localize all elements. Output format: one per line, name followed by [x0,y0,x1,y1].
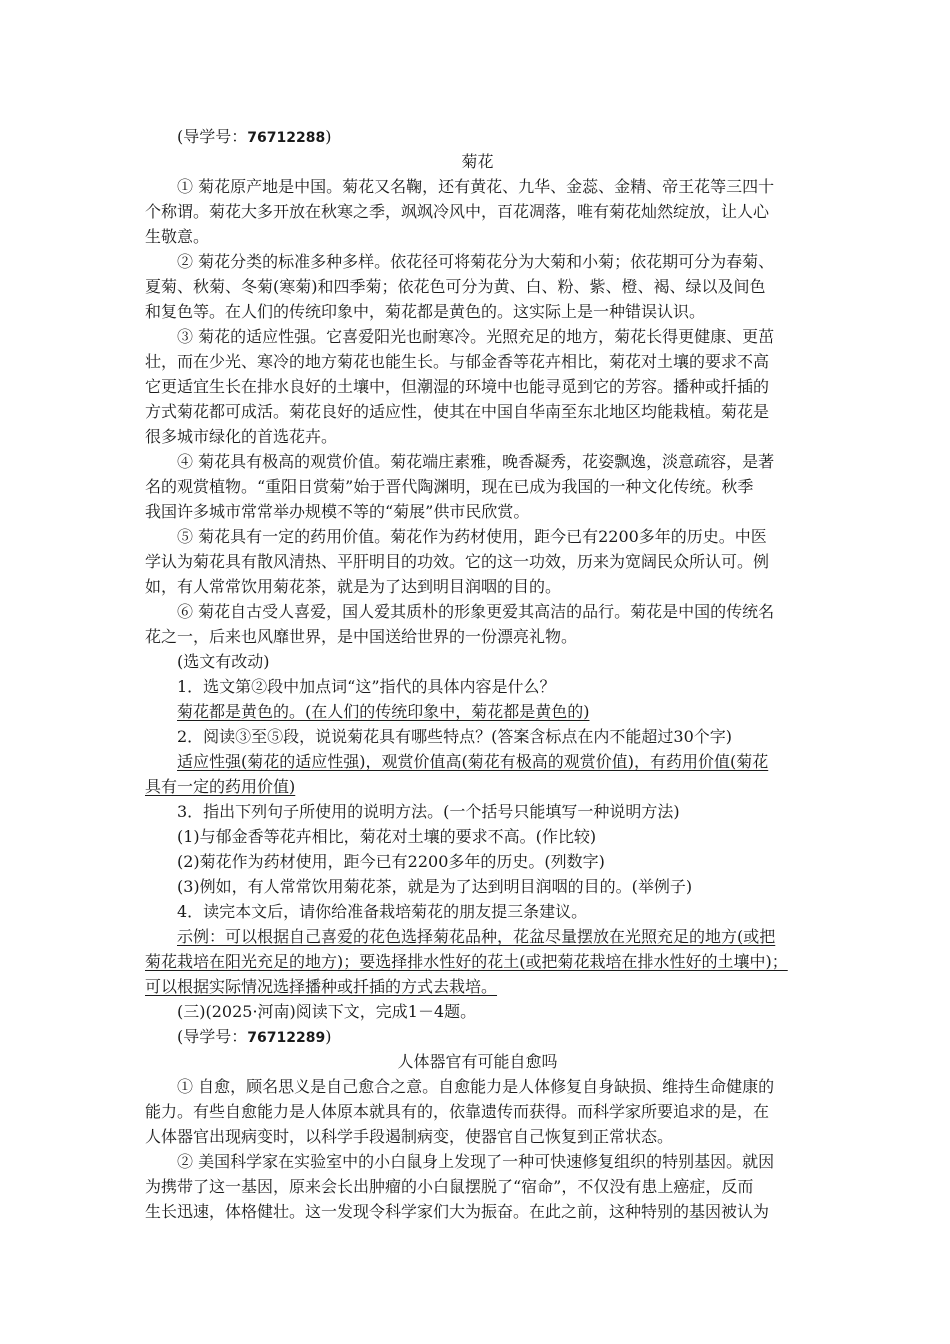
question-4: 4．读完本文后，请你给准备栽培菊花的朋友提三条建议。 [177,902,588,921]
article1-line: 生敬意。 [145,227,210,246]
article2-line: 生长迅速，体格健壮。这一发现令科学家们大为振奋。在此之前，这种特别的基因被认为 [145,1202,770,1221]
guide-number-suffix: ) [325,1027,332,1046]
article1-line: ④ 菊花具有极高的观赏价值。菊花端庄素雅，晚香凝秀，花姿飘逸，淡意疏容，是著 [177,452,775,471]
guide-number-1 [145,124,810,149]
article1-line: 学认为菊花具有散风清热、平肝明目的功效。它的这一功效，历来为宽阔民众所认可。例 [145,552,770,571]
article2-line: 人体器官出现病变时，以科学手段遏制病变，使器官自己恢复到正常状态。 [145,1127,674,1146]
source-note: (选文有改动) [177,652,270,671]
article2-line: 能力。有些自愈能力是人体原本就具有的，依靠遗传而获得。而科学家所要追求的是，在 [145,1102,770,1121]
section3-intro: (三)(2025·河南)阅读下文，完成1－4题。 [177,1002,477,1021]
article1-line: ① 菊花原产地是中国。菊花又名鞠，还有黄花、九华、金蕊、金精、帝王花等三四十 [177,177,775,196]
question-3-item: (1)与郁金香等花卉相比，菊花对土壤的要求不高。(作比较) [177,827,597,846]
answer-2-line: 具有一定的药用价值) [145,777,296,796]
question-3-item: (3)例如，有人常常饮用菊花茶，就是为了达到明目润咽的目的。(举例子) [177,877,693,896]
guide-number-2 [145,1024,810,1049]
article1-line: ② 菊花分类的标准多种多样。依花径可将菊花分为大菊和小菊；依花期可分为春菊、 [177,252,775,271]
question-2: 2．阅读③至⑤段，说说菊花具有哪些特点？(答案含标点在内不能超过30个字) [177,727,733,746]
article1-line: 名的观赏植物。“重阳日赏菊”始于晋代陶渊明，现在已成为我国的一种文化传统。秋季 [145,477,754,496]
article1-line: 我国许多城市常常举办规模不等的“菊展”供市民欣赏。 [145,502,530,521]
article1-line: 夏菊、秋菊、冬菊(寒菊)和四季菊；依花色可分为黄、白、粉、紫、橙、褐、绿以及间色 [145,277,766,296]
article2-line: ② 美国科学家在实验室中的小白鼠身上发现了一种可快速修复组织的特别基因。就因 [177,1152,775,1171]
article1-line: 很多城市绿化的首选花卉。 [145,427,338,446]
article2-line: ① 自愈，顾名思义是自己愈合之意。自愈能力是人体修复自身缺损、维持生命健康的 [177,1077,775,1096]
article1-line: 壮，而在少光、寒冷的地方菊花也能生长。与郁金香等花卉相比，菊花对土壤的要求不高 [145,352,770,371]
answer-2-line: 适应性强(菊花的适应性强)，观赏价值高(菊花有极高的观赏价值)，有药用价值(菊花 [177,752,769,771]
article1-title: 菊花 [461,152,494,171]
answer-4-line: 菊花栽培在阳光充足的地方)；要选择排水性好的花土(或把菊花栽培在排水性好的土壤中)； [145,952,788,971]
article1-line: 它更适宜生长在排水良好的土壤中，但潮湿的环境中也能寻觅到它的芳容。播种或扦插的 [145,377,770,396]
question-1: 1．选文第②段中加点词“这”指代的具体内容是什么？ [177,677,556,696]
question-3: 3．指出下列句子所使用的说明方法。(一个括号只能填写一种说明方法) [177,802,680,821]
article1-line: ⑤ 菊花具有一定的药用价值。菊花作为药材使用，距今已有2200多年的历史。中医 [177,527,767,546]
guide-number-value: 76712288 [247,130,326,146]
answer-4-line: 可以根据实际情况选择播种或扦插的方式去栽培。 [145,977,498,996]
article2-title: 人体器官有可能自愈吗 [397,1052,558,1071]
guide-number-prefix: (导学号： [177,127,248,146]
article2-line: 为携带了这一基因，原来会长出肿瘤的小白鼠摆脱了“宿命”，不仅没有患上癌症，反而 [145,1177,754,1196]
article1-line: ⑥ 菊花自古受人喜爱，国人爱其质朴的形象更爱其高洁的品行。菊花是中国的传统名 [177,602,775,621]
article1-line: ③ 菊花的适应性强。它喜爱阳光也耐寒冷。光照充足的地方，菊花长得更健康、更茁 [177,327,775,346]
article1-line: 个称谓。菊花大多开放在秋寒之季，飒飒冷风中，百花凋落，唯有菊花灿然绽放，让人心 [145,202,770,221]
guide-number-suffix: ) [325,127,332,146]
answer-1: 菊花都是黄色的。(在人们的传统印象中，菊花都是黄色的) [177,702,590,721]
question-3-item: (2)菊花作为药材使用，距今已有2200多年的历史。(列数字) [177,852,605,871]
guide-number-prefix: (导学号： [177,1027,248,1046]
guide-number-value: 76712289 [247,1030,326,1046]
article1-line: 方式菊花都可成活。菊花良好的适应性，使其在中国自华南至东北地区均能栽植。菊花是 [145,402,770,421]
page-content [145,124,810,1224]
article1-line: 花之一，后来也风靡世界，是中国送给世界的一份漂亮礼物。 [145,627,578,646]
article1-line: 和复色等。在人们的传统印象中，菊花都是黄色的。这实际上是一种错误认识。 [145,302,706,321]
answer-4-line: 示例：可以根据自己喜爱的花色选择菊花品种，花盆尽量摆放在光照充足的地方(或把 [177,927,776,946]
article1-line: 如，有人常常饮用菊花茶，就是为了达到明目润咽的目的。 [145,577,562,596]
